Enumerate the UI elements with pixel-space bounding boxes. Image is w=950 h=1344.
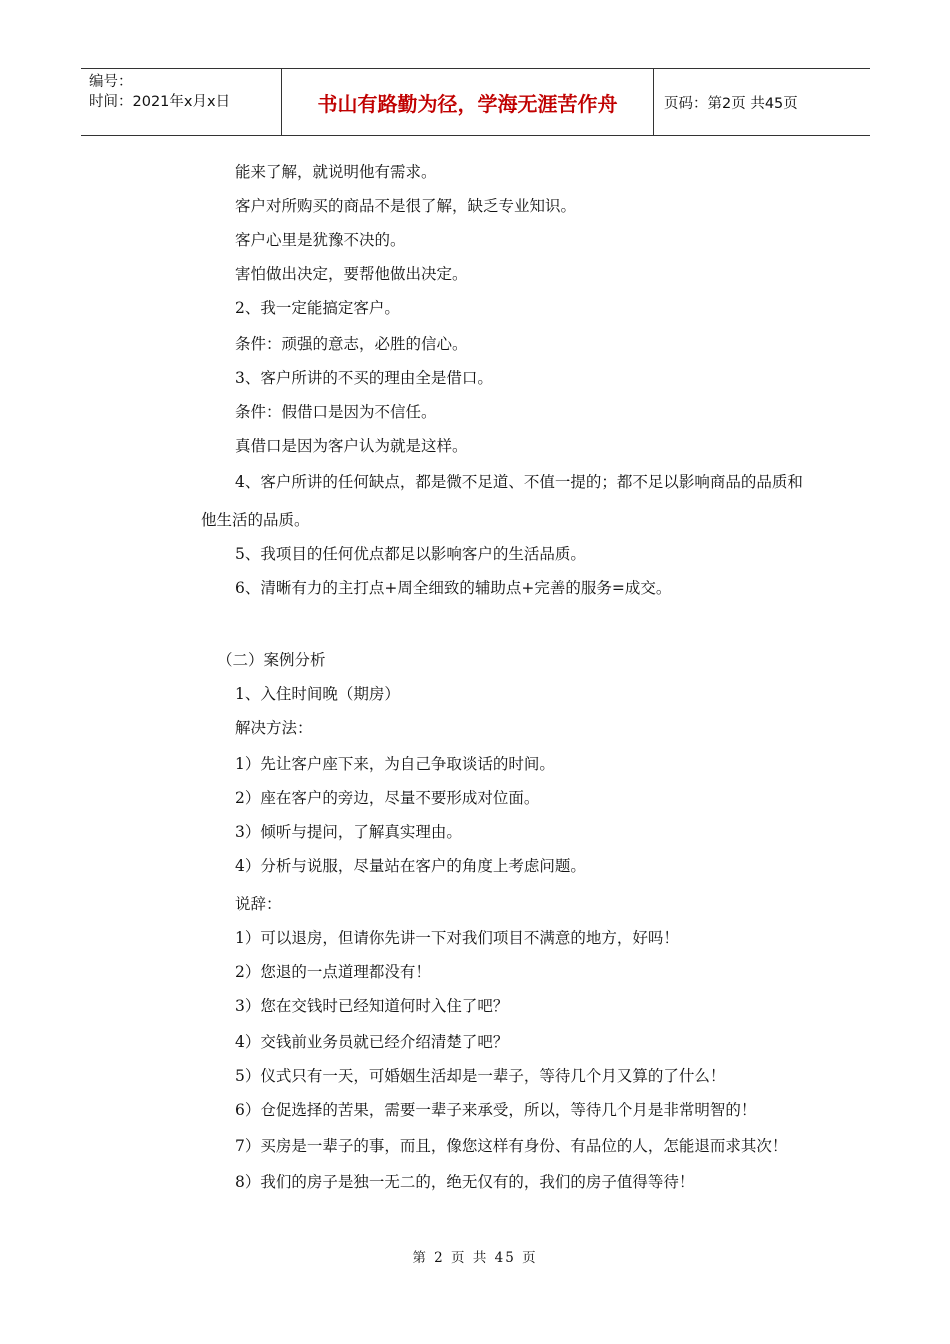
body-line: 6）仓促选择的苦果，需要一辈子来承受，所以，等待几个月是非常明智的！ (235, 1101, 757, 1119)
body-line: 他生活的品质。 (201, 511, 310, 529)
body-line: 解决方法： (235, 719, 313, 737)
header-meta (81, 69, 282, 135)
body-line: 5）仪式只有一天，可婚姻生活却是一辈子，等待几个月又算的了什么！ (235, 1067, 726, 1085)
body-line: 8）我们的房子是独一无二的，绝无仅有的，我们的房子值得等待！ (235, 1173, 695, 1191)
body-line: 真借口是因为客户认为就是这样。 (235, 437, 468, 455)
body-line: 3）倾听与提问，了解真实理由。 (235, 823, 462, 841)
body-line: 6、清晰有力的主打点+周全细致的辅助点+完善的服务=成交。 (235, 579, 672, 597)
body-line: 客户对所购买的商品不是很了解，缺乏专业知识。 (235, 197, 577, 215)
body-line: 3、客户所讲的不买的理由全是借口。 (235, 369, 493, 387)
document-number-label: 编号： (89, 74, 133, 90)
section-heading: （二）案例分析 (217, 651, 326, 669)
body-line: 2）您退的一点道理都没有！ (235, 963, 431, 981)
body-line: 客户心里是犹豫不决的。 (235, 231, 406, 249)
body-line: 2）座在客户的旁边，尽量不要形成对位面。 (235, 789, 540, 807)
body-line: 2、我一定能搞定客户。 (235, 299, 400, 317)
body-line: 能来了解，就说明他有需求。 (235, 163, 437, 181)
body-line: 1）先让客户座下来，为自己争取谈话的时间。 (235, 755, 555, 773)
header-page-info: 页码：第2页 共45页 (664, 95, 798, 112)
page-header (81, 68, 870, 136)
body-line: 说辞： (235, 895, 282, 913)
body-line: 条件：顽强的意志，必胜的信心。 (235, 335, 468, 353)
body-line: 4、客户所讲的任何缺点，都是微不足道、不值一提的；都不足以影响商品的品质和 (235, 473, 803, 491)
body-line: 4）交钱前业务员就已经介绍清楚了吧？ (235, 1033, 509, 1051)
body-line: 5、我项目的任何优点都足以影响客户的生活品质。 (235, 545, 586, 563)
body-line: 3）您在交钱时已经知道何时入住了吧？ (235, 997, 509, 1015)
page-footer: 第 2 页 共 45 页 (412, 1250, 538, 1266)
body-line: 7）买房是一辈子的事，而且，像您这样有身份、有品位的人，怎能退而求其次！ (235, 1137, 788, 1155)
body-line: 条件：假借口是因为不信任。 (235, 403, 437, 421)
body-line: 1）可以退房，但请你先讲一下对我们项目不满意的地方，好吗！ (235, 929, 679, 947)
body-line: 害怕做出决定，要帮他做出决定。 (235, 265, 468, 283)
body-line: 4）分析与说服，尽量站在客户的角度上考虑问题。 (235, 857, 586, 875)
body-line: 1、入住时间晚（期房） (235, 685, 400, 703)
document-date-label: 时间：2021年x月x日 (89, 94, 231, 110)
header-motto: 书山有路勤为径，学海无涯苦作舟 (282, 69, 654, 135)
